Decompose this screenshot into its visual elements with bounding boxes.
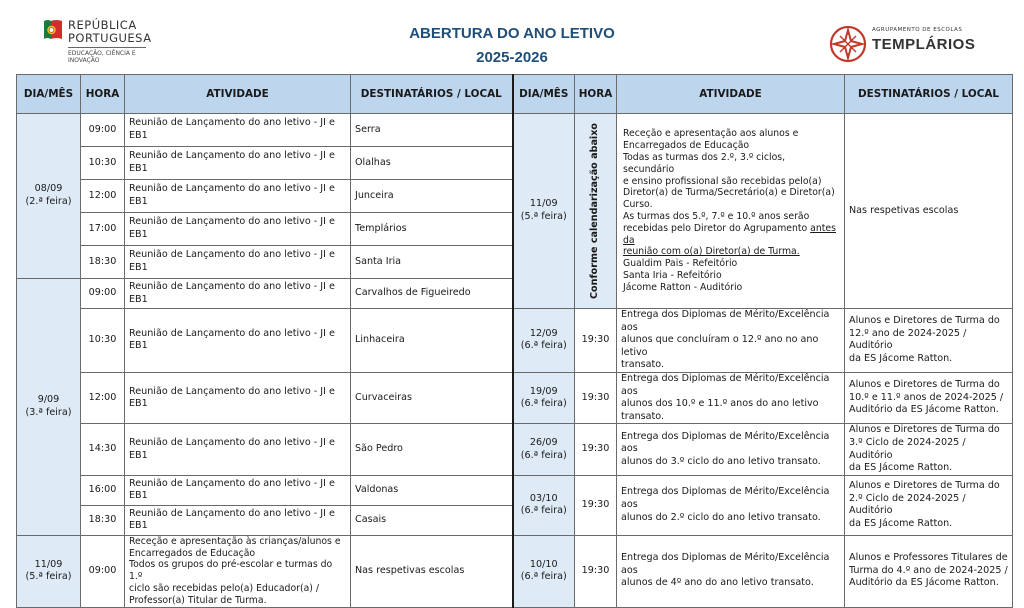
templarios-cross-icon [828, 24, 868, 64]
ministry-label: EDUCAÇÃO, CIÊNCIA E INOVAÇÃO [68, 50, 136, 64]
page-title: ABERTURA DO ANO LETIVO [409, 25, 615, 42]
activity-line: transato. [621, 359, 665, 371]
activity-line: Todos os grupos do pré-escolar e turmas do 1.º [129, 559, 333, 583]
date-cell [17, 279, 81, 536]
activity-line: alunos que concluíram o 12.º ano no ano letivo [621, 334, 819, 358]
time-cell: 09:00 [81, 279, 125, 309]
activity-line [623, 223, 838, 247]
logo-divider [68, 47, 146, 48]
col-header-destinatarios: DESTINATÁRIOS / LOCAL [845, 75, 1013, 114]
activity-line: Santa Iria - Refeitório [623, 269, 722, 281]
col-header-destinatarios: DESTINATÁRIOS / LOCAL [351, 75, 513, 114]
time-cell: 19:30 [575, 535, 617, 607]
location-cell [845, 309, 1013, 373]
date-cell [513, 475, 575, 535]
activity-line: ciclo são recebidas pelo(a) Educador(a) / [129, 582, 319, 594]
time-cell: 16:00 [81, 475, 125, 505]
location-line: 12.º ano de 2024-2025 / Auditório [849, 327, 967, 352]
location-cell: Santa Iria [351, 246, 513, 279]
col-header-dia: DIA/MÊS [17, 75, 81, 114]
date-cell [17, 535, 81, 607]
activity-cell [617, 535, 845, 607]
underlined-text: antes da [623, 222, 836, 246]
table-row [17, 372, 1013, 423]
time-cell: 10:30 [81, 309, 125, 373]
time-cell: 10:30 [81, 147, 125, 180]
activity-cell: Reunião de Lançamento do ano letivo - JI e EB1 [125, 475, 351, 505]
location-cell: Curvaceiras [351, 372, 513, 423]
activity-line: Receção e apresentação aos alunos e [623, 128, 799, 140]
location-cell: Casais [351, 505, 513, 535]
time-cell: 12:00 [81, 180, 125, 213]
activity-line: Professor(a) Titular de Turma. [129, 594, 267, 606]
activity-line: alunos dos 10.º e 11.º anos do ano letivo [621, 398, 819, 410]
activity-line: Receção e apresentação às crianças/alunos e [129, 535, 341, 547]
weekday-text: (6.ª feira) [520, 398, 567, 410]
date-text: 12/09 [529, 327, 558, 339]
activity-line: Entrega dos Diplomas de Mérito/Excelência aos [621, 372, 830, 397]
activity-cell: Reunião de Lançamento do ano letivo - JI e EB1 [125, 147, 351, 180]
location-line: da ES Jácome Ratton. [849, 517, 953, 529]
activity-cell: Reunião de Lançamento do ano letivo - JI e EB1 [125, 213, 351, 246]
location-cell: Nas respetivas escolas [845, 114, 1013, 309]
col-header-atividade: ATIVIDADE [617, 75, 845, 114]
activity-text: recebidas pelo Diretor do Agrupamento [623, 222, 811, 234]
activity-cell: Reunião de Lançamento do ano letivo - JI e EB1 [125, 246, 351, 279]
table-row [17, 424, 1013, 475]
location-cell [845, 535, 1013, 607]
school-group-label: AGRUPAMENTO DE ESCOLAS [872, 27, 963, 33]
location-cell: São Pedro [351, 424, 513, 475]
time-cell-vertical [575, 114, 617, 309]
date-text: 08/09 [34, 183, 63, 195]
time-cell: 18:30 [81, 246, 125, 279]
activity-line: Entrega dos Diplomas de Mérito/Excelência aos [621, 309, 830, 333]
location-cell: Serra [351, 114, 513, 147]
location-cell [845, 424, 1013, 475]
location-cell [845, 475, 1013, 535]
activity-cell [617, 114, 845, 309]
time-cell: 09:00 [81, 114, 125, 147]
location-cell [845, 372, 1013, 423]
weekday-text: (6.ª feira) [520, 340, 567, 352]
location-cell: Olalhas [351, 147, 513, 180]
date-cell [513, 372, 575, 423]
activity-line: Encarregados de Educação [623, 140, 750, 152]
time-cell: 19:30 [575, 475, 617, 535]
school-name: TEMPLÁRIOS [872, 36, 976, 53]
location-cell: Carvalhos de Figueiredo [351, 279, 513, 309]
location-line: 3.º Ciclo de 2024-2025 / Auditório [849, 436, 966, 461]
table-row [17, 114, 1013, 147]
time-cell: 09:00 [81, 535, 125, 607]
activity-line: alunos do 3.º ciclo do ano letivo transato. [621, 455, 821, 467]
location-line: Alunos e Diretores de Turma do [849, 379, 1000, 391]
date-text: 11/09 [529, 198, 558, 210]
location-line: Alunos e Diretores de Turma do [849, 480, 1000, 492]
date-text: 26/09 [529, 436, 558, 448]
page-header [0, 0, 1024, 72]
activity-line: Entrega dos Diplomas de Mérito/Excelência aos [621, 430, 830, 455]
col-header-dia: DIA/MÊS [513, 75, 575, 114]
location-line: Auditório da ES Jácome Ratton. [849, 404, 999, 416]
date-cell [513, 114, 575, 309]
location-line: Turma do 4.º ano de 2024-2025 / [849, 564, 1008, 576]
col-header-hora: HORA [81, 75, 125, 114]
underlined-text: reunião com o(a) Diretor(a) de Turma. [623, 246, 800, 258]
activity-cell: Reunião de Lançamento do ano letivo - JI e EB1 [125, 309, 351, 373]
col-header-atividade: ATIVIDADE [125, 75, 351, 114]
activity-cell [617, 424, 845, 475]
location-line: Alunos e Professores Titulares de [849, 552, 1008, 564]
time-cell: 18:30 [81, 505, 125, 535]
date-cell [17, 114, 81, 279]
schedule-table [16, 74, 1013, 608]
table-header-row [17, 75, 1013, 114]
activity-cell [617, 372, 845, 423]
location-cell: Valdonas [351, 475, 513, 505]
location-cell: Nas respetivas escolas [351, 535, 513, 607]
location-line: Alunos e Diretores de Turma do [849, 424, 1000, 436]
vertical-time-note: Conforme calendarização abaixo [589, 123, 601, 299]
location-line: Alunos e Diretores de Turma do [849, 315, 1000, 327]
activity-cell: Reunião de Lançamento do ano letivo - JI e EB1 [125, 505, 351, 535]
date-cell [513, 535, 575, 607]
republic-line-1: REPÚBLICA [68, 18, 137, 32]
weekday-text: (6.ª feira) [520, 449, 567, 461]
activity-line: As turmas dos 5.º, 7.º e 10.º anos serão [623, 211, 810, 222]
location-line: da ES Jácome Ratton. [849, 353, 953, 365]
activity-line: e ensino profissional são recebidas pelo(a) [623, 175, 822, 187]
weekday-text: (6.ª feira) [520, 505, 567, 517]
weekday-text: (5.ª feira) [520, 211, 567, 222]
activity-line: Curso. [623, 199, 653, 211]
date-text: 19/09 [529, 385, 558, 397]
page-year: 2025-2026 [476, 49, 548, 66]
activity-line: Encarregados de Educação [129, 547, 256, 559]
templarios-logo [828, 24, 978, 64]
time-cell: 17:00 [81, 213, 125, 246]
time-cell: 19:30 [575, 424, 617, 475]
date-text: 9/09 [37, 394, 60, 406]
location-line: da ES Jácome Ratton. [849, 462, 953, 474]
activity-line: Gualdim Pais - Refeitório [623, 258, 738, 270]
activity-line: alunos de 4º ano do ano letivo transato. [621, 577, 814, 589]
date-text: 03/10 [529, 492, 558, 504]
weekday-text: (6.ª feira) [520, 571, 567, 583]
date-text: 10/10 [529, 558, 558, 570]
table-row [17, 475, 1013, 505]
location-line: 2.º Ciclo de 2024-2025 / Auditório [849, 492, 966, 517]
activity-cell: Reunião de Lançamento do ano letivo - JI e EB1 [125, 424, 351, 475]
activity-cell: Reunião de Lançamento do ano letivo - JI e EB1 [125, 180, 351, 213]
activity-line: Entrega dos Diplomas de Mérito/Excelência aos [621, 486, 830, 510]
weekday-text: (5.ª feira) [25, 571, 72, 583]
activity-cell: Reunião de Lançamento do ano letivo - JI e EB1 [125, 114, 351, 147]
time-cell: 12:00 [81, 372, 125, 423]
activity-cell: Reunião de Lançamento do ano letivo - JI e EB1 [125, 279, 351, 309]
location-cell: Templários [351, 213, 513, 246]
location-line: Auditório da ES Jácome Ratton. [849, 577, 999, 589]
republic-line-2: PORTUGUESA [68, 31, 152, 45]
activity-line: Jácome Ratton - Auditório [623, 281, 743, 293]
activity-cell [617, 309, 845, 373]
date-text: 11/09 [34, 558, 63, 570]
weekday-text: (2.ª feira) [25, 196, 72, 207]
activity-cell [125, 535, 351, 607]
weekday-text: (3.ª feira) [25, 406, 72, 418]
location-cell: Junceira [351, 180, 513, 213]
activity-cell: Reunião de Lançamento do ano letivo - JI e EB1 [125, 372, 351, 423]
activity-line: alunos do 2.º ciclo do ano letivo transato. [621, 511, 821, 523]
date-cell [513, 309, 575, 373]
table-row [17, 535, 1013, 607]
date-cell [513, 424, 575, 475]
activity-line: Diretor(a) de Turma/Secretário(a) e Diretor(a) [623, 187, 835, 199]
table-row [17, 309, 1013, 373]
location-cell: Linhaceira [351, 309, 513, 373]
time-cell: 19:30 [575, 309, 617, 373]
location-line: 10.º e 11.º anos de 2024-2025 / [849, 391, 1004, 403]
activity-line: transato. [621, 410, 665, 422]
activity-line: Entrega dos Diplomas de Mérito/Excelência aos [621, 552, 830, 576]
col-header-hora: HORA [575, 75, 617, 114]
time-cell: 14:30 [81, 424, 125, 475]
activity-cell [617, 475, 845, 535]
time-cell: 19:30 [575, 372, 617, 423]
activity-line: Todas as turmas dos 2.º, 3.º ciclos, secundário [623, 152, 786, 175]
